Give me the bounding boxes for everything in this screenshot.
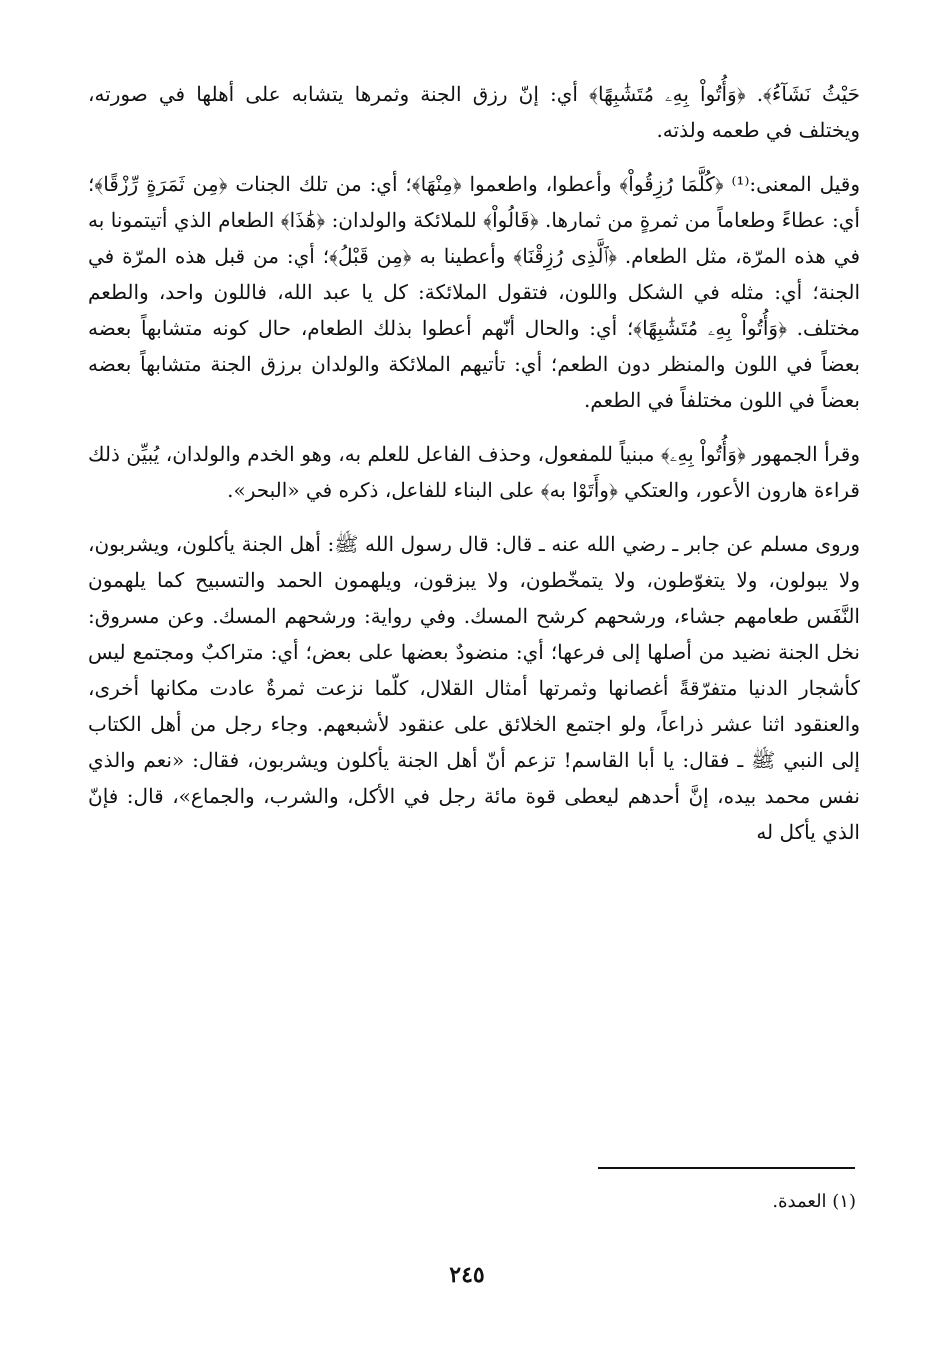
footnote-divider: [598, 1167, 855, 1169]
paragraph-3: وقرأ الجمهور ﴿وَأُتُواْ بِهِۦ﴾ مبنياً للمفعول، وحذف الفاعل للعلم به، وهو الخدم والولدان، يُبيِّن ذلك قراءة هارون الأعور، والعتكي ﴿وأَتَوْا به﴾ على البناء للفاعل، ذكره في «البحر».: [88, 442, 860, 502]
paragraph-1: حَيْثُ نَشَآءُ﴾. ﴿وَأُتُواْ بِهِۦ مُتَشَٰبِهًا﴾ أي: إنّ رزق الجنة وثمرها يتشابه على أهلها في صورته، ويختلف في طعمه ولذته.: [88, 82, 860, 142]
paragraph-2: وقيل المعنى:⁽¹⁾ ﴿كُلَّمَا رُزِقُواْ﴾ وأعطوا، واطعموا ﴿مِنْهَا﴾؛ أي: من تلك الجنات ﴿مِن ثَمَرَةٍ رِّزْقًا﴾؛ أي: عطاءً وطعاماً من ثمرةٍ من ثمارها. ﴿قَالُواْ﴾ للملائكة والولدان: ﴿هَٰذَا﴾ الطعام الذي أتيتمونا به في هذه المرّة، مثل الطعام. ﴿ٱلَّذِى رُزِقْنَا﴾ وأعطينا به ﴿مِن قَبْلُ﴾؛ أي: من قبل هذه المرّة في الجنة؛ أي: مثله في الشكل واللون، فتقول الملائكة: كل يا عبد الله، فاللون واحد، والطعم مختلف. ﴿وَأُتُواْ بِهِۦ مُتَشَٰبِهًا﴾؛ أي: والحال أنّهم أعطوا بذلك الطعام، حال كونه متشابهاً بعضه بعضاً في اللون والمنظر دون الطعم؛ أي: تأتيهم الملائكة والولدان برزق الجنة متشابهاً بعضه بعضاً في اللون مختلفاً في الطعم.: [88, 172, 860, 412]
main-text: [88, 76, 860, 850]
footnote: (١) العمدة.: [772, 1191, 856, 1212]
page-number: ٢٤٥: [449, 1262, 485, 1288]
paragraph-4: وروى مسلم عن جابر ـ رضي الله عنه ـ قال: قال رسول الله ﷺ: أهل الجنة يأكلون، ويشربون، ولا يبولون، ولا يتغوّطون، ولا يتمخّطون، ولا يبزقون، ويلهمون الحمد والتسبيح كما يلهمون النَّفَس طعامهم جشاء، ورشحهم كرشح المسك. وفي رواية: ورشحهم المسك. وعن مسروق: نخل الجنة نضيد من أصلها إلى فرعها؛ أي: منضودٌ بعضها على بعض؛ أي: متراكبٌ ومجتمع ليس كأشجار الدنيا متفرّقةً أغصانها وثمرتها أمثال القلال، كلّما نزعت ثمرةٌ عادت مكانها أخرى، والعنقود اثنا عشر ذراعاً، ولو اجتمع الخلائق على عنقود لأشبعهم. وجاء رجل من أهل الكتاب إلى النبي ﷺ ـ فقال: يا أبا القاسم! تزعم أنّ أهل الجنة يأكلون ويشربون، فقال: «نعم والذي نفس محمد بيده، إنَّ أحدهم ليعطى قوة مائة رجل في الأكل، والشرب، والجماع»، قال: فإنّ الذي يأكل له: [88, 532, 860, 844]
